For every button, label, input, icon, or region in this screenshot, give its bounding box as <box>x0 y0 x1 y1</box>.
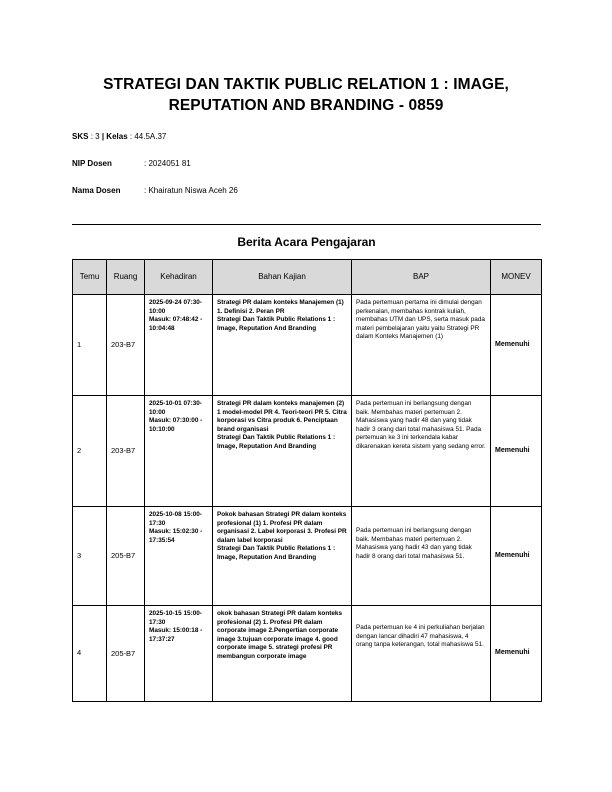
cell-ruang: 203-B7 <box>107 396 145 507</box>
cell-kehadiran <box>145 606 213 702</box>
nip-label: NIP Dosen <box>72 159 112 168</box>
title-line-1: STRATEGI DAN TAKTIK PUBLIC RELATION 1 : IMAGE, <box>103 76 509 93</box>
cell-temu: 3 <box>73 507 107 606</box>
keluar-time: 17:35:54 <box>149 536 175 544</box>
jadwal: 2025-10-08 15:00-17:30 <box>149 511 202 527</box>
cell-temu: 1 <box>73 295 107 396</box>
bahan-text: okok bahasan Strategi PR dalam konteks profesional (2) 1. Profesi PR dalam corporate image 2.Pengertian corporate image 3.tujuan corporate image 4. good corporate image 5. strategi profesi PR membangun corporate image <box>217 610 343 660</box>
kelas-label: | Kelas <box>101 132 128 141</box>
cell-monev: Memenuhi <box>491 295 542 396</box>
teaching-table <box>72 259 542 702</box>
sks-value: : 3 <box>90 132 100 141</box>
bahan-text: Strategi PR dalam konteks Manajemen (1) 1. Definisi 2. Peran PR Strategi Dan Taktik Public Relations 1 : Image, Reputation And Branding <box>217 299 344 332</box>
bap-text: Pada pertemuan ini berlangsung dengan baik. Membahas materi pertemuan 2. Mahasiswa yang hadir 48 dan yang tidak hadir 3 orang dari total mahasiswa 51. Pada pertemuan ke 3 ini terkendala kabar dikarenakan kereta sistem yang sedang error. <box>356 400 486 450</box>
jadwal: 2025-10-01 07:30-10:00 <box>149 400 202 416</box>
nama-line <box>72 186 238 195</box>
header-bahan-kajian: Bahan Kajian <box>213 260 352 295</box>
title-line-2: REPUTATION AND BRANDING - 0859 <box>168 97 444 114</box>
header-ruang: Ruang <box>107 260 145 295</box>
jadwal: 2025-10-15 15:00-17:30 <box>149 610 202 626</box>
cell-monev: Memenuhi <box>491 396 542 507</box>
bap-text: Pada pertemuan ini berlangsung dengan baik. Membahas materi pertemuan 2. Mahasiswa yang hadir 43 dan yang tidak hadir 8 orang dari total mahasiswa 51. <box>356 527 472 560</box>
nama-value: : Khairatun Niswa Aceh 26 <box>144 186 238 195</box>
table-header-row <box>73 260 542 295</box>
cell-kehadiran <box>145 396 213 507</box>
cell-temu: 2 <box>73 396 107 507</box>
bahan-text: Strategi PR dalam konteks manajemen (2) 1 model-model PR 4. Teori-teori PR 5. Citra korporasi vs Citra produk 6. Penciptaan brand organisasi Strategi Dan Taktik Public Relations 1 : Image, Reputation And Branding <box>217 400 347 450</box>
keluar-time: 10:10:00 <box>149 425 175 433</box>
keluar-time: 10:04:48 <box>149 324 175 332</box>
sks-kelas-line <box>72 132 166 141</box>
cell-kehadiran <box>145 295 213 396</box>
cell-kehadiran <box>145 507 213 606</box>
document-title <box>72 74 540 116</box>
masuk-time: Masuk: 15:02:30 - <box>149 528 203 536</box>
cell-bahan-kajian <box>213 507 352 606</box>
header-temu: Temu <box>73 260 107 295</box>
cell-ruang: 203-B7 <box>107 295 145 396</box>
cell-temu: 4 <box>73 606 107 702</box>
header-bap: BAP <box>352 260 491 295</box>
table-row <box>73 507 542 606</box>
table-row <box>73 396 542 507</box>
cell-bahan-kajian <box>213 396 352 507</box>
cell-monev: Memenuhi <box>491 507 542 606</box>
nip-value: : 2024051 81 <box>144 159 191 168</box>
jadwal: 2025-09-24 07:30-10:00 <box>149 299 202 315</box>
masuk-time: Masuk: 07:30:00 - <box>149 417 203 425</box>
cell-bap <box>352 295 491 396</box>
bap-text: Pada pertemuan pertama ini dimulai dengan perkenalan, membahas kontrak kuliah, membahas UTM dan UPS, serta masuk pada materi pembelajaran yaitu yaitu Strategi PR dalam Konteks Manajemen (1) <box>356 299 485 341</box>
sks-label: SKS <box>72 132 89 141</box>
masuk-time: Masuk: 07:48:42 - <box>149 316 203 324</box>
nama-label: Nama Dosen <box>72 186 121 195</box>
cell-ruang: 205-B7 <box>107 507 145 606</box>
header-kehadiran: Kehadiran <box>145 260 213 295</box>
cell-bap <box>352 507 491 606</box>
masuk-time: Masuk: 15:00:18 - <box>149 627 203 635</box>
table-row <box>73 295 542 396</box>
kelas-value: : 44.5A.37 <box>129 132 167 141</box>
cell-bap <box>352 606 491 702</box>
nip-line <box>72 159 191 168</box>
table-row <box>73 606 542 702</box>
cell-bahan-kajian <box>213 295 352 396</box>
bap-text: Pada pertemuan ke 4 ini perkuliahan berjalan dengan lancar dihadiri 47 mahasiswa, 4 orang tanpa keterangan, total mahasiswa 51. <box>356 624 485 649</box>
cell-monev: Memenuhi <box>491 606 542 702</box>
section-title: Berita Acara Pengajaran <box>237 235 376 249</box>
header-monev: MONEV <box>491 260 542 295</box>
divider <box>72 224 541 225</box>
bahan-text: Pokok bahasan Strategi PR dalam konteks profesional (1) 1. Profesi PR dalam organisasi 2. Label korporasi 3. Profesi PR dalam label korporasi Strategi Dan Taktik Public Relations 1 : Image, Reputation And Branding <box>217 511 347 561</box>
cell-ruang: 205-B7 <box>107 606 145 702</box>
cell-bap <box>352 396 491 507</box>
keluar-time: 17:37:27 <box>149 635 175 643</box>
cell-bahan-kajian <box>213 606 352 702</box>
